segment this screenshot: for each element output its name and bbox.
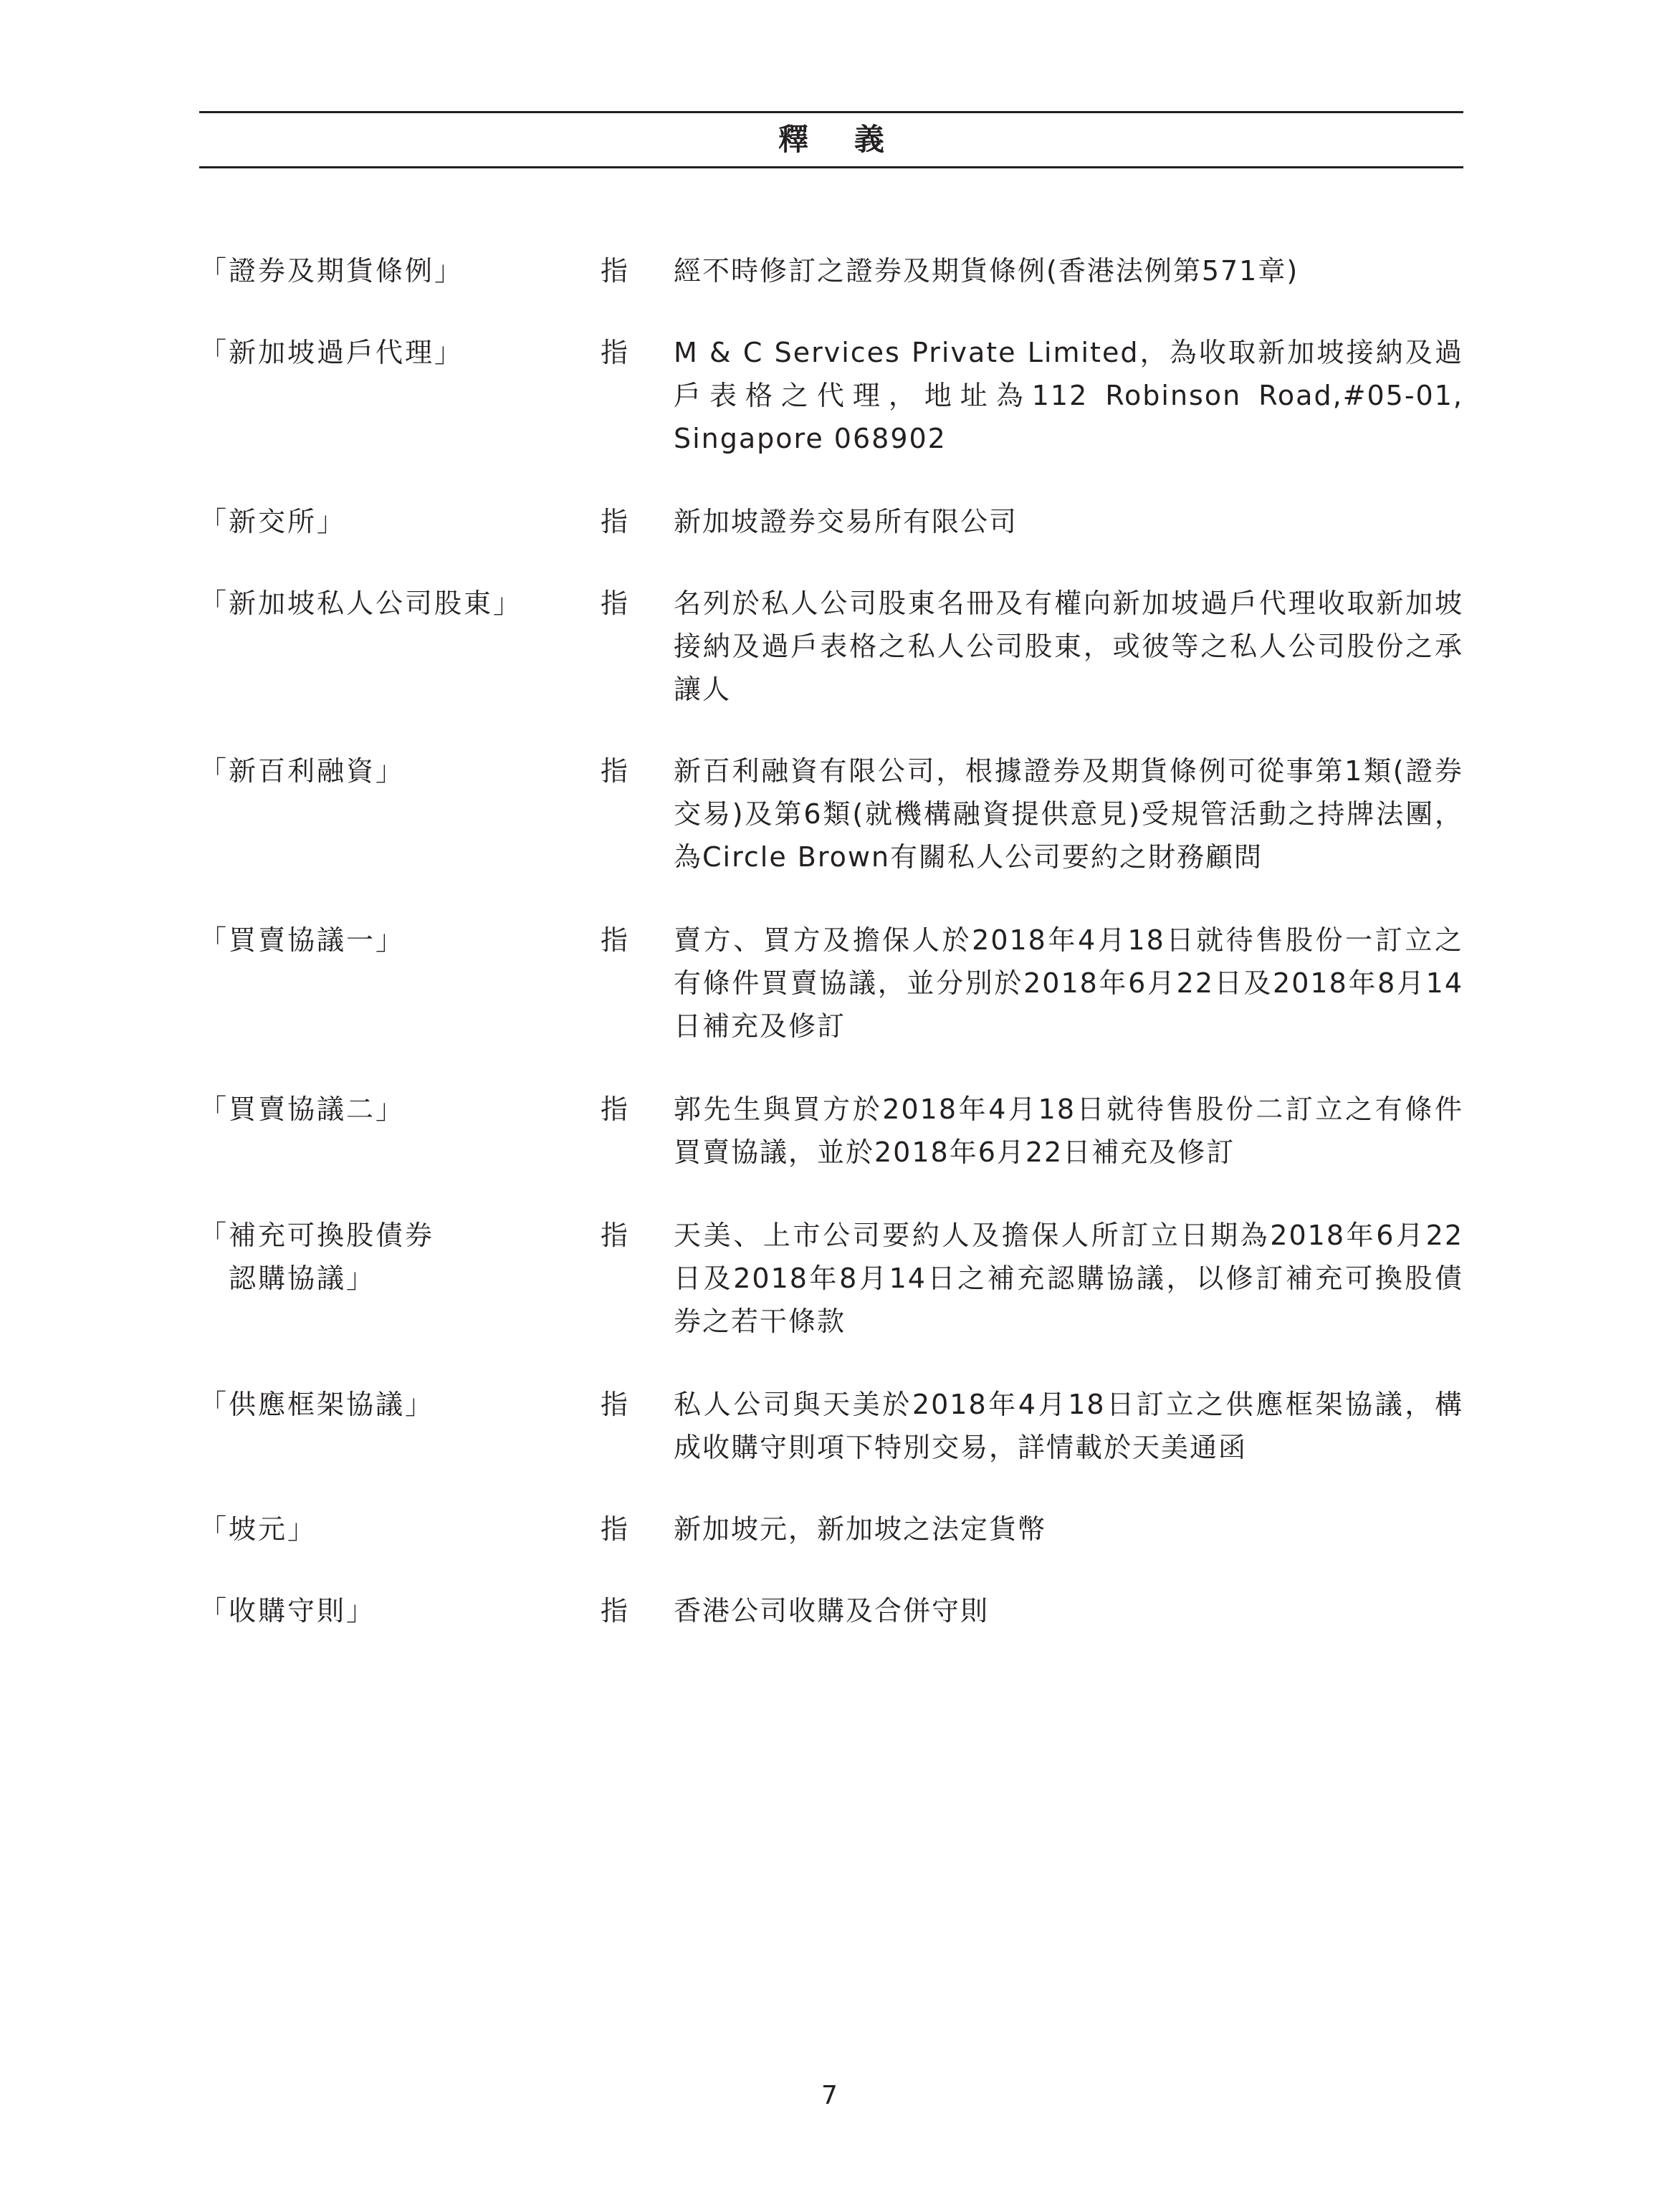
- definition-text: 賣方、買方及擔保人於2018年4月18日就待售股份一訂立之有條件買賣協議，並分別於2018年6月22日及2018年8月14日補充及修訂: [674, 924, 1463, 1042]
- definition-term: 「補充可換股債券 認購協議」: [199, 1220, 435, 1294]
- definition-text: 香港公司收購及合併守則: [674, 1595, 990, 1627]
- page-title: 釋義: [778, 122, 930, 157]
- definition-means: 指: [601, 1595, 628, 1627]
- definition-text: 郭先生與買方於2018年4月18日就待售股份二訂立之有條件買賣協議，並於2018年6月22日補充及修訂: [674, 1093, 1463, 1168]
- definition-term: 「新加坡過戶代理」: [199, 337, 464, 368]
- definition-means: 指: [601, 755, 628, 787]
- definition-text: 名列於私人公司股東名冊及有權向新加坡過戶代理收取新加坡接納及過戶表格之私人公司股東，或彼等之私人公司股份之承讓人: [674, 588, 1463, 705]
- definition-term: 「證券及期貨條例」: [199, 255, 464, 287]
- definition-text: 經不時修訂之證券及期貨條例(香港法例第571章): [674, 255, 1299, 287]
- definition-means: 指: [601, 255, 628, 287]
- definition-text: 新加坡元，新加坡之法定貨幣: [674, 1513, 1047, 1545]
- definition-term: 「收購守則」: [199, 1595, 376, 1627]
- definition-term: 「買賣協議一」: [199, 924, 406, 956]
- definition-term: 「買賣協議二」: [199, 1093, 406, 1125]
- definition-means: 指: [601, 337, 628, 368]
- definition-means: 指: [601, 1093, 628, 1125]
- definition-means: 指: [601, 588, 628, 619]
- definition-term: 「新加坡私人公司股東」: [199, 588, 523, 619]
- page-header: [199, 111, 1463, 168]
- page-number: 7: [821, 2081, 838, 2110]
- definition-means: 指: [601, 1220, 628, 1251]
- definition-term: 「新百利融資」: [199, 755, 406, 787]
- definition-means: 指: [601, 1389, 628, 1420]
- definition-text: 天美、上市公司要約人及擔保人所訂立日期為2018年6月22日及2018年8月14日之補充認購協議，以修訂補充可換股債券之若干條款: [674, 1220, 1463, 1337]
- definition-means: 指: [601, 506, 628, 537]
- definition-means: 指: [601, 1513, 628, 1545]
- definition-text: 新加坡證券交易所有限公司: [674, 506, 1018, 537]
- definition-means: 指: [601, 924, 628, 956]
- definition-text: M & C Services Private Limited，為收取新加坡接納及過戶表格之代理，地址為112 Robinson Road,#05-01, Singapore 068902: [674, 337, 1463, 454]
- definition-term: 「坡元」: [199, 1513, 317, 1545]
- definition-text: 新百利融資有限公司，根據證券及期貨條例可從事第1類(證券交易)及第6類(就機構融資提供意見)受規管活動之持牌法團，為Circle Brown有關私人公司要約之財務顧問: [674, 755, 1463, 873]
- definition-term: 「供應框架協議」: [199, 1389, 435, 1420]
- definition-text: 私人公司與天美於2018年4月18日訂立之供應框架協議，構成收購守則項下特別交易，詳情載於天美通函: [674, 1389, 1463, 1463]
- definition-term: 「新交所」: [199, 506, 347, 537]
